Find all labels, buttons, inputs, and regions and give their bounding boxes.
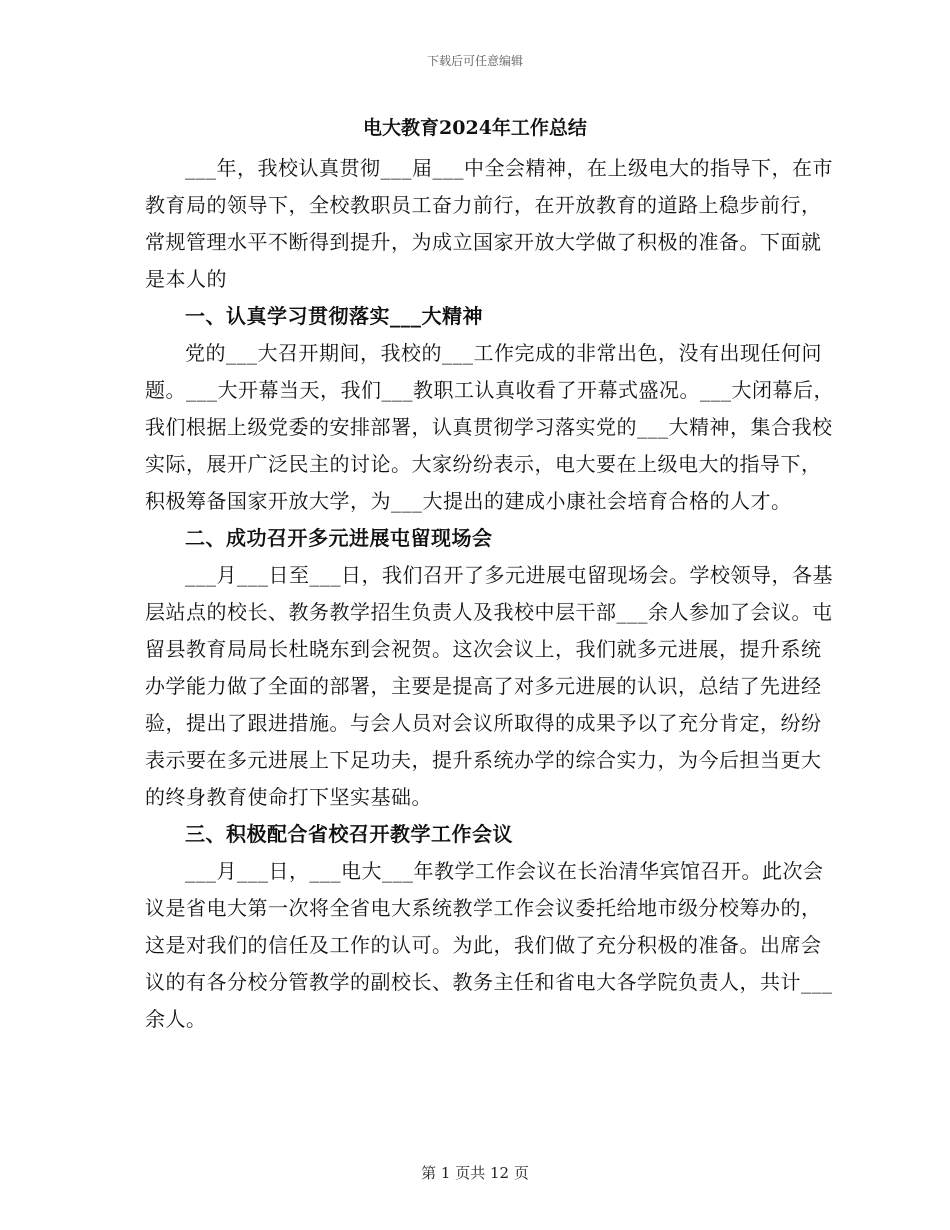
paragraph-section-2: ___月___日至___日，我们召开了多元进展屯留现场会。学校领导，各基层站点的校长、教务教学招生负责人及我校中层干部___余人参加了会议。屯留县教育局局长杜晓东到会祝贺。这次会议上，我们就多元进展，提升系统办学能力做了全面的部署，主要是提高了对多元进展的认识，总结了先进经验，提出了跟进措施。与会人员对会议所取得的成果予以了充分肯定，纷纷表示要在多元进展上下足功夫，提升系统办学的综合实力，为今后担当更大的终身教育使命打下坚实基础。 — [145, 563, 833, 809]
paragraph-intro: ___年，我校认真贯彻___届___中全会精神，在上级电大的指导下，在市教育局的领导下，全校教职员工奋力前行，在开放教育的道路上稳步前行，常规管理水平不断得到提升，为成立国家开放大学做了积极的准备。下面就是本人的 — [145, 156, 833, 291]
section-heading-1: 一、认真学习贯彻落实___大精神 — [185, 304, 483, 328]
paragraph-section-3: ___月___日，___电大___年教学工作会议在长治清华宾馆召开。此次会议是省电大第一次将全省电大系统教学工作会议委托给地市级分校筹办的，这是对我们的信任及工作的认可。为此，我们做了充分积极的准备。出席会议的有各分校分管教学的副校长、教务主任和省电大各学院负责人，共计___余人。 — [145, 859, 833, 1031]
document-body — [145, 150, 835, 1038]
section-heading-3: 三、积极配合省校召开教学工作会议 — [185, 822, 513, 846]
paragraph-section-1: 党的___大召开期间，我校的___工作完成的非常出色，没有出现任何问题。___大开幕当天，我们___教职工认真收看了开幕式盛况。___大闭幕后，我们根据上级党委的安排部署，认真贯彻学习落实党的___大精神，集合我校实际，展开广泛民主的讨论。大家纷纷表示，电大要在上级电大的指导下，积极筹备国家开放大学，为___大提出的建成小康社会培育合格的人才。 — [145, 341, 834, 513]
page-header-note: 下载后可任意编辑 — [426, 54, 523, 68]
document-title: 电大教育2024年工作总结 — [363, 117, 587, 139]
page-number: 第 1 页共 12 页 — [421, 1164, 529, 1182]
section-heading-2: 二、成功召开多元进展屯留现场会 — [185, 526, 493, 550]
